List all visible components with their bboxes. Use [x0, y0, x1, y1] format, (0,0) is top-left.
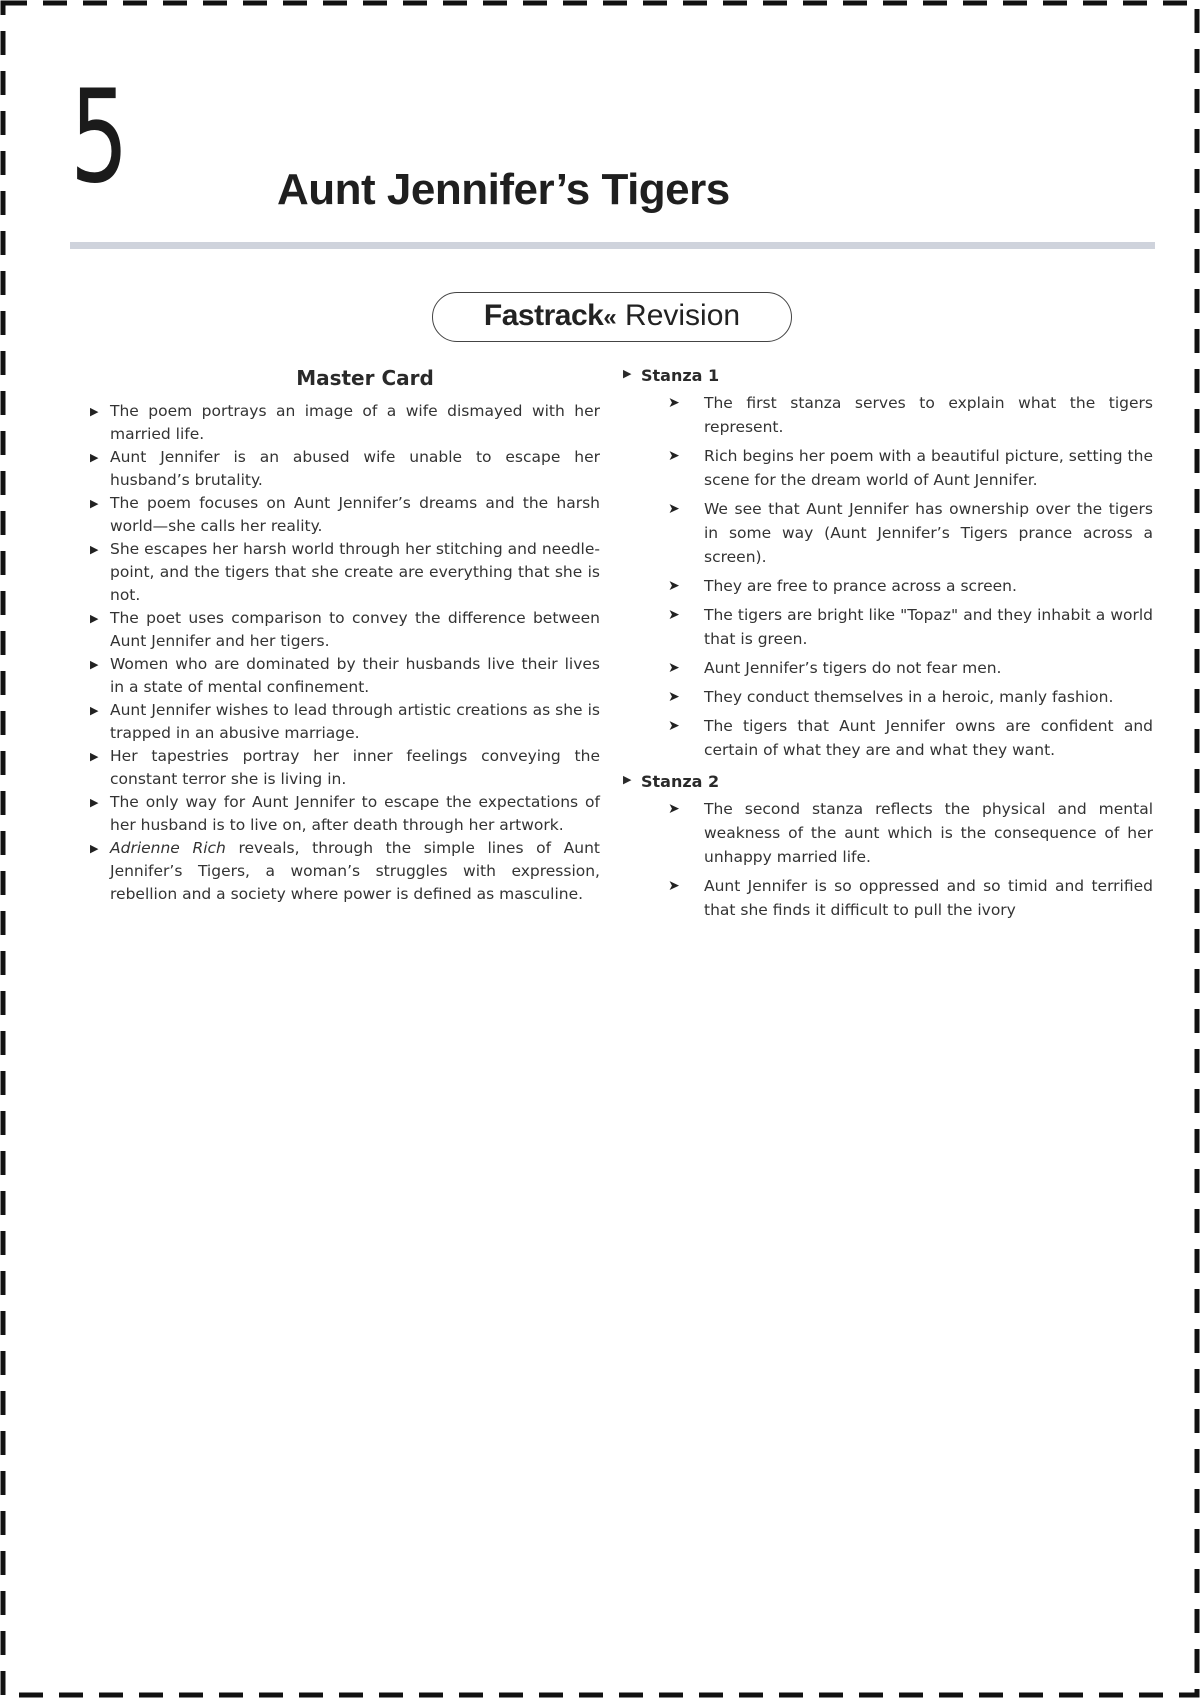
- stanza-1-list: [623, 391, 1153, 762]
- list-item: [668, 444, 1153, 492]
- arrowhead-bullet-icon: ➤: [668, 660, 680, 676]
- triangle-bullet-icon: ▶: [90, 704, 99, 717]
- list-item-text: Women who are dominated by their husbands live their lives in a state of mental confinement.: [110, 655, 600, 696]
- stanza-1-heading: [623, 366, 1153, 385]
- triangle-bullet-icon: ▶: [90, 842, 99, 855]
- list-item-text: We see that Aunt Jennifer has ownership over the tigers in some way (Aunt Jennifer’s Tigers prance across a screen).: [704, 500, 1153, 566]
- master-card-list: [90, 400, 600, 906]
- list-item: [668, 391, 1153, 439]
- arrowhead-bullet-icon: ➤: [668, 395, 680, 411]
- list-item-text: The poem focuses on Aunt Jennifer’s dreams and the harsh world—she calls her reality.: [110, 494, 600, 535]
- list-item-text: The poem portrays an image of a wife dismayed with her married life.: [110, 402, 600, 443]
- triangle-bullet-icon: ▶: [90, 796, 99, 809]
- list-item-text: Aunt Jennifer is an abused wife unable to escape her husband’s brutality.: [110, 448, 600, 489]
- list-item-text: The tigers that Aunt Jennifer owns are confident and certain of what they are and what they want.: [704, 717, 1153, 759]
- list-item-text: Aunt Jennifer’s tigers do not fear men.: [704, 659, 1002, 677]
- triangle-bullet-icon: ▶: [90, 497, 99, 510]
- list-item: [668, 685, 1153, 709]
- list-item: [90, 492, 600, 538]
- arrowhead-bullet-icon: ➤: [668, 718, 680, 734]
- list-item: [90, 791, 600, 837]
- master-card-column: [90, 366, 600, 906]
- list-item: [668, 497, 1153, 569]
- triangle-bullet-icon: ▶: [623, 367, 632, 380]
- list-item-text: She escapes her harsh world through her stitching and needle-point, and the tigers that she create are everything that she is not.: [110, 540, 600, 604]
- title-divider: [70, 242, 1155, 249]
- triangle-bullet-icon: ▶: [90, 451, 99, 464]
- arrowhead-bullet-icon: ➤: [668, 501, 680, 517]
- fastrack-revision-badge: [432, 292, 792, 342]
- badge-label: Revision: [625, 299, 741, 332]
- list-item: [668, 656, 1153, 680]
- list-item: [90, 745, 600, 791]
- poet-name: Adrienne Rich: [110, 839, 226, 857]
- list-item: [90, 653, 600, 699]
- arrowhead-bullet-icon: ➤: [668, 878, 680, 894]
- list-item: [668, 797, 1153, 869]
- list-item: [90, 538, 600, 607]
- triangle-bullet-icon: ▶: [90, 750, 99, 763]
- list-item-text: Rich begins her poem with a beautiful picture, setting the scene for the dream world of Aunt Jennifer.: [704, 447, 1153, 489]
- arrowhead-bullet-icon: ➤: [668, 801, 680, 817]
- master-card-heading: Master Card: [296, 366, 434, 390]
- triangle-bullet-icon: ▶: [90, 658, 99, 671]
- list-item: [90, 400, 600, 446]
- arrowhead-bullet-icon: ➤: [668, 689, 680, 705]
- list-item: [90, 837, 600, 906]
- stanza-1-heading-text: Stanza 1: [641, 366, 720, 385]
- triangle-bullet-icon: ▶: [623, 773, 632, 786]
- triangle-bullet-icon: ▶: [90, 543, 99, 556]
- list-item-text: Aunt Jennifer is so oppressed and so timid and terrified that she finds it difficult to pull the ivory: [704, 877, 1153, 919]
- triangle-bullet-icon: ▶: [90, 405, 99, 418]
- list-item-text: Her tapestries portray her inner feelings conveying the constant terror she is living in.: [110, 747, 600, 788]
- triangle-bullet-icon: ▶: [90, 612, 99, 625]
- list-item-text: Aunt Jennifer wishes to lead through artistic creations as she is trapped in an abusive marriage.: [110, 701, 600, 742]
- list-item-text: The poet uses comparison to convey the difference between Aunt Jennifer and her tigers.: [110, 609, 600, 650]
- chapter-number: 5: [70, 63, 129, 212]
- list-item: [90, 699, 600, 745]
- badge-brand: Fastrack: [483, 299, 604, 332]
- list-item-text: reveals, through the simple lines of Aunt Jennifer’s Tigers, a woman’s struggles with expression, rebellion and a society where power is defined as masculine.: [110, 839, 600, 903]
- list-item-text: The first stanza serves to explain what the tigers represent.: [704, 394, 1153, 436]
- list-item-text: They conduct themselves in a heroic, manly fashion.: [704, 688, 1114, 706]
- stanza-2-heading-text: Stanza 2: [641, 772, 720, 791]
- chapter-title: Aunt Jennifer’s Tigers: [277, 165, 730, 214]
- list-item-text: The only way for Aunt Jennifer to escape the expectations of her husband is to live on, after death through her artwork.: [110, 793, 600, 834]
- arrowhead-bullet-icon: ➤: [668, 607, 680, 623]
- list-item-text: They are free to prance across a screen.: [704, 577, 1017, 595]
- list-item-text: The second stanza reflects the physical and mental weakness of the aunt which is the consequence of her unhappy married life.: [704, 800, 1153, 866]
- stanza-2-list: [623, 797, 1153, 922]
- list-item: [668, 874, 1153, 922]
- badge-mark: «: [603, 304, 617, 331]
- stanza-notes-column: [623, 366, 1153, 932]
- stanza-2-heading: [623, 772, 1153, 791]
- list-item: [90, 607, 600, 653]
- list-item: [90, 446, 600, 492]
- list-item: [668, 714, 1153, 762]
- list-item: [668, 603, 1153, 651]
- arrowhead-bullet-icon: ➤: [668, 448, 680, 464]
- list-item-text: The tigers are bright like "Topaz" and they inhabit a world that is green.: [704, 606, 1153, 648]
- list-item: [668, 574, 1153, 598]
- arrowhead-bullet-icon: ➤: [668, 578, 680, 594]
